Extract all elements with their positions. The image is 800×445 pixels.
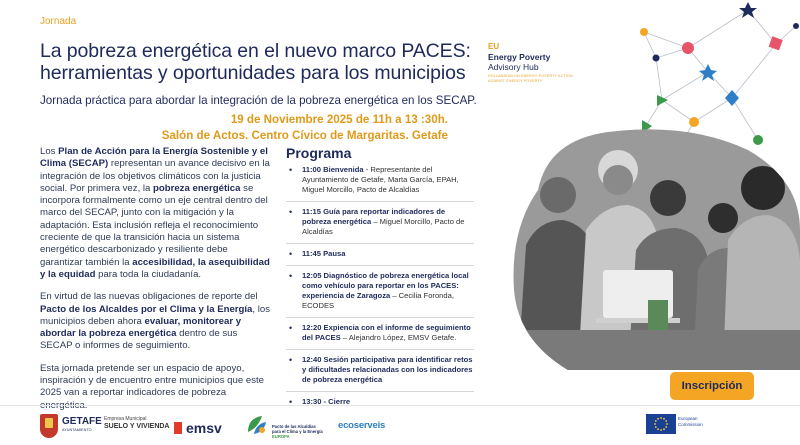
intro-bold-text: pobreza energética xyxy=(153,182,241,194)
intro-text xyxy=(40,146,272,422)
intro-paragraph-2 xyxy=(40,291,272,352)
getafe-crest-icon xyxy=(40,414,58,438)
intro-bold-text: accesibilidad, la asequibilidad y la equidad xyxy=(40,256,270,280)
page-title xyxy=(40,40,490,84)
programa-item-title: 13:30 - Cierre xyxy=(302,397,351,406)
title-line-2: herramientas y oportunidades para los municipios xyxy=(40,62,466,84)
venue-line: Salón de Actos. Centro Cívico de Margaritas. Getafe xyxy=(161,129,448,142)
programa-item xyxy=(286,355,474,392)
programa-item-detail: – Alejandro López, EMSV Getafe. xyxy=(340,333,457,342)
intro-bold-text: evaluar, monitorear y abordar la pobreza energética xyxy=(40,315,242,340)
eyebrow: Jornada xyxy=(40,16,77,27)
programa-item-title: 11:45 Pausa xyxy=(302,249,346,258)
programa-item xyxy=(286,323,474,350)
title-line-1: La pobreza energética en el nuevo marco PACES: xyxy=(40,40,471,62)
inscripcion-button[interactable]: Inscripción xyxy=(670,372,754,400)
ec-text xyxy=(678,416,703,428)
subtitle: Jornada práctica para abordar la integración de la pobreza energética en los SECAP. xyxy=(40,94,477,107)
intro-text-run: se incorpora formalmente como un eje central dentro del marco del SECAP, junto con la mitigación y la adaptación. Esta inclusión refleja el reconocimiento creciente de que la transición hacia un sistema energético descarbonizado y resiliente debe garantizar también la xyxy=(40,182,268,268)
getafe-sub: AYUNTAMIENTO xyxy=(62,428,92,432)
intro-text-run: Los xyxy=(40,146,59,157)
programa-item-detail: – Miguel Morcillo, Pacto de Alcaldías xyxy=(302,217,465,236)
pacto-line-2: para el Clima y la Energía xyxy=(272,429,323,434)
programa-item-title: 11:15 Guía para reportar indicadores de pobreza energética xyxy=(302,207,446,226)
date-venue xyxy=(40,112,448,144)
programa-item-detail: – Cecilia Foronda, ECODES xyxy=(302,291,454,310)
ec-line-1: European xyxy=(678,416,698,421)
intro-paragraph-1 xyxy=(40,146,272,281)
programa-list xyxy=(286,165,474,418)
pacto-text xyxy=(272,424,323,439)
programa-title: Programa xyxy=(286,145,352,161)
programa-item-title: 11:00 Bienvenida xyxy=(302,165,364,174)
intro-bold-text: Plan de Acción para la Energía Sostenible y el Clima (SECAP) xyxy=(40,146,268,170)
people-photo xyxy=(508,120,800,370)
intro-text-run: En virtud de las nuevas obligaciones de reporte del xyxy=(40,291,258,303)
pacto-logo xyxy=(246,412,332,444)
empresa-logo xyxy=(104,416,169,430)
pacto-leaf-icon xyxy=(246,414,268,436)
getafe-name: GETAFE xyxy=(62,416,102,427)
pacto-line-3: EUROPA xyxy=(272,434,290,439)
intro-text-run: para toda la ciudadanía. xyxy=(95,268,202,280)
programa-item-title: 12:40 Sesión participativa para identificar retos y dificultades relacionadas con los indicadores de pobreza energética xyxy=(302,355,473,384)
hub-logo-tagline: HOLLANDIAN ON ENERGY POVERTY ACTION AGAINST ENERGY POVERTY xyxy=(488,74,573,83)
hub-logo xyxy=(488,42,588,83)
intro-text-run: dentro de sus SECAP o informes de seguimiento. xyxy=(40,328,238,352)
ecoserveis-text: ecoserveis xyxy=(338,420,386,431)
eu-flag-icon xyxy=(646,414,676,434)
empresa-big: SUELO Y VIVIENDA xyxy=(104,423,170,430)
emsv-mark-icon xyxy=(174,422,182,434)
footer xyxy=(0,405,800,445)
programa-item-detail: - Representante del Ayuntamiento de Getafe, Marta García, EPAH, Miguel Morcillo, Pacto de Alcaldías xyxy=(302,165,459,194)
programa-item xyxy=(286,271,474,318)
intro-text-run: , los municipios deben ahora xyxy=(40,303,270,327)
hub-logo-name: Energy Poverty xyxy=(488,52,551,62)
ec-line-2: Commission xyxy=(678,422,703,427)
programa-item xyxy=(286,249,474,266)
programa-item xyxy=(286,165,474,202)
emsv-text: emsv xyxy=(186,420,222,436)
date-line: 19 de Noviembre 2025 de 11h a 13 :30h. xyxy=(230,113,448,126)
programa-item-title: 12:05 Diagnóstico de pobreza energética local como vehículo para reportar en los PACES: experiencia de Zaragoza xyxy=(302,271,469,300)
programa-item xyxy=(286,207,474,244)
hub-logo-eu: EU xyxy=(488,42,500,51)
ecoserveis-logo xyxy=(338,420,385,431)
pacto-line-1: Pacto de las Alcaldías xyxy=(272,424,316,429)
emsv-logo xyxy=(174,420,222,436)
programa-item-title: 12:20 Expiencia con el informe de seguimiento del PACES xyxy=(302,323,471,342)
intro-bold-text: Pacto de los Alcaldes por el Clima y la Energía xyxy=(40,303,253,315)
hub-logo-sub: Advisory Hub xyxy=(488,62,539,72)
intro-text-run: Esta jornada pretende ser un espacio de apoyo, inspiración y de encuentro entre municipios que este 2025 van a reportar indicadores de pobreza energética. xyxy=(40,362,264,411)
intro-text-run: representan un avance decisivo en la integración de los objetivos climáticos con la justicia social. Por primera vez, la xyxy=(40,158,270,194)
empresa-small: Empresa Municipal xyxy=(104,416,147,422)
